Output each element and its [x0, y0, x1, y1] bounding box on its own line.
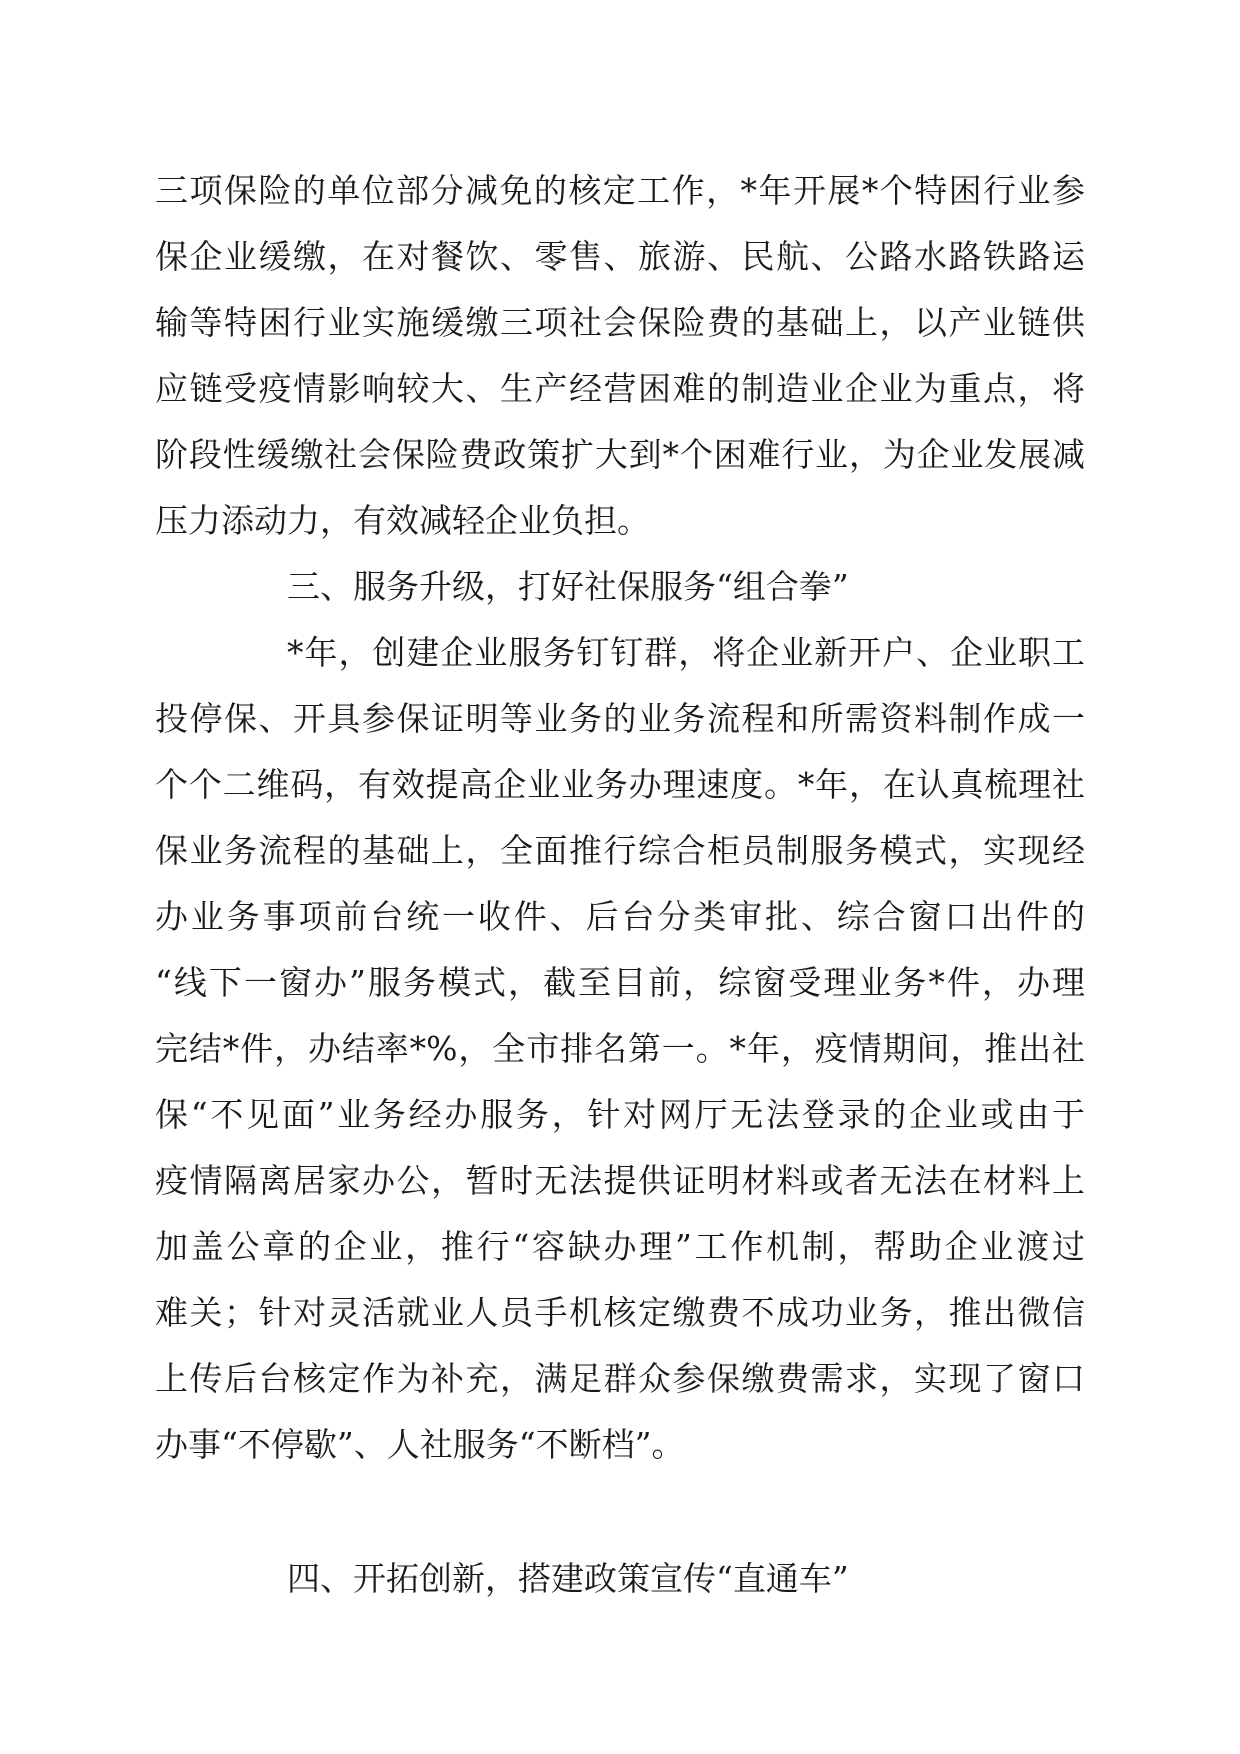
paragraph-line: 应链受疫情影响较大、生产经营困难的制造业企业为重点，将 — [155, 369, 1085, 408]
paragraph-line: 阶段性缓缴社会保险费政策扩大到*个困难行业，为企业发展减 — [155, 435, 1085, 474]
paragraph-1 — [155, 158, 1085, 554]
paragraph-line: 完结*件，办结率*%，全市排名第一。*年，疫情期间，推出社 — [155, 1029, 1085, 1068]
paragraph-line: 上传后台核定作为补充，满足群众参保缴费需求，实现了窗口 — [155, 1359, 1085, 1398]
paragraph-line: 保企业缓缴，在对餐饮、零售、旅游、民航、公路水路铁路运 — [155, 237, 1085, 276]
paragraph-line: 投停保、开具参保证明等业务的业务流程和所需资料制作成一 — [155, 699, 1085, 738]
paragraph-line: 保业务流程的基础上，全面推行综合柜员制服务模式，实现经 — [155, 831, 1085, 870]
section-heading-4: 四、开拓创新，搭建政策宣传“直通车” — [287, 1559, 849, 1598]
paragraph-line: 个个二维码，有效提高企业业务办理速度。*年，在认真梳理社 — [155, 765, 1085, 804]
paragraph-line: 输等特困行业实施缓缴三项社会保险费的基础上，以产业链供 — [155, 303, 1085, 342]
paragraph-line: 办业务事项前台统一收件、后台分类审批、综合窗口出件的 — [155, 897, 1085, 936]
paragraph-line: 办事“不停歇”、人社服务“不断档”。 — [155, 1425, 685, 1464]
paragraph-line: 疫情隔离居家办公，暂时无法提供证明材料或者无法在材料上 — [155, 1161, 1085, 1200]
paragraph-line: 保“不见面”业务经办服务，针对网厅无法登录的企业或由于 — [155, 1095, 1085, 1134]
paragraph-line: 难关；针对灵活就业人员手机核定缴费不成功业务，推出微信 — [155, 1293, 1085, 1332]
section-heading-3: 三、服务升级，打好社保服务“组合拳” — [287, 567, 849, 606]
paragraph-2-first — [287, 620, 1085, 686]
paragraph-line: 三项保险的单位部分减免的核定工作，*年开展*个特困行业参 — [155, 171, 1085, 210]
paragraph-line: “线下一窗办”服务模式，截至目前，综窗受理业务*件，办理 — [155, 963, 1085, 1002]
paragraph-line: 压力添动力，有效减轻企业负担。 — [155, 501, 650, 540]
paragraph-line: *年，创建企业服务钉钉群，将企业新开户、企业职工 — [287, 633, 1085, 672]
paragraph-2 — [155, 686, 1085, 1478]
paragraph-line: 加盖公章的企业，推行“容缺办理”工作机制，帮助企业渡过 — [155, 1227, 1085, 1266]
